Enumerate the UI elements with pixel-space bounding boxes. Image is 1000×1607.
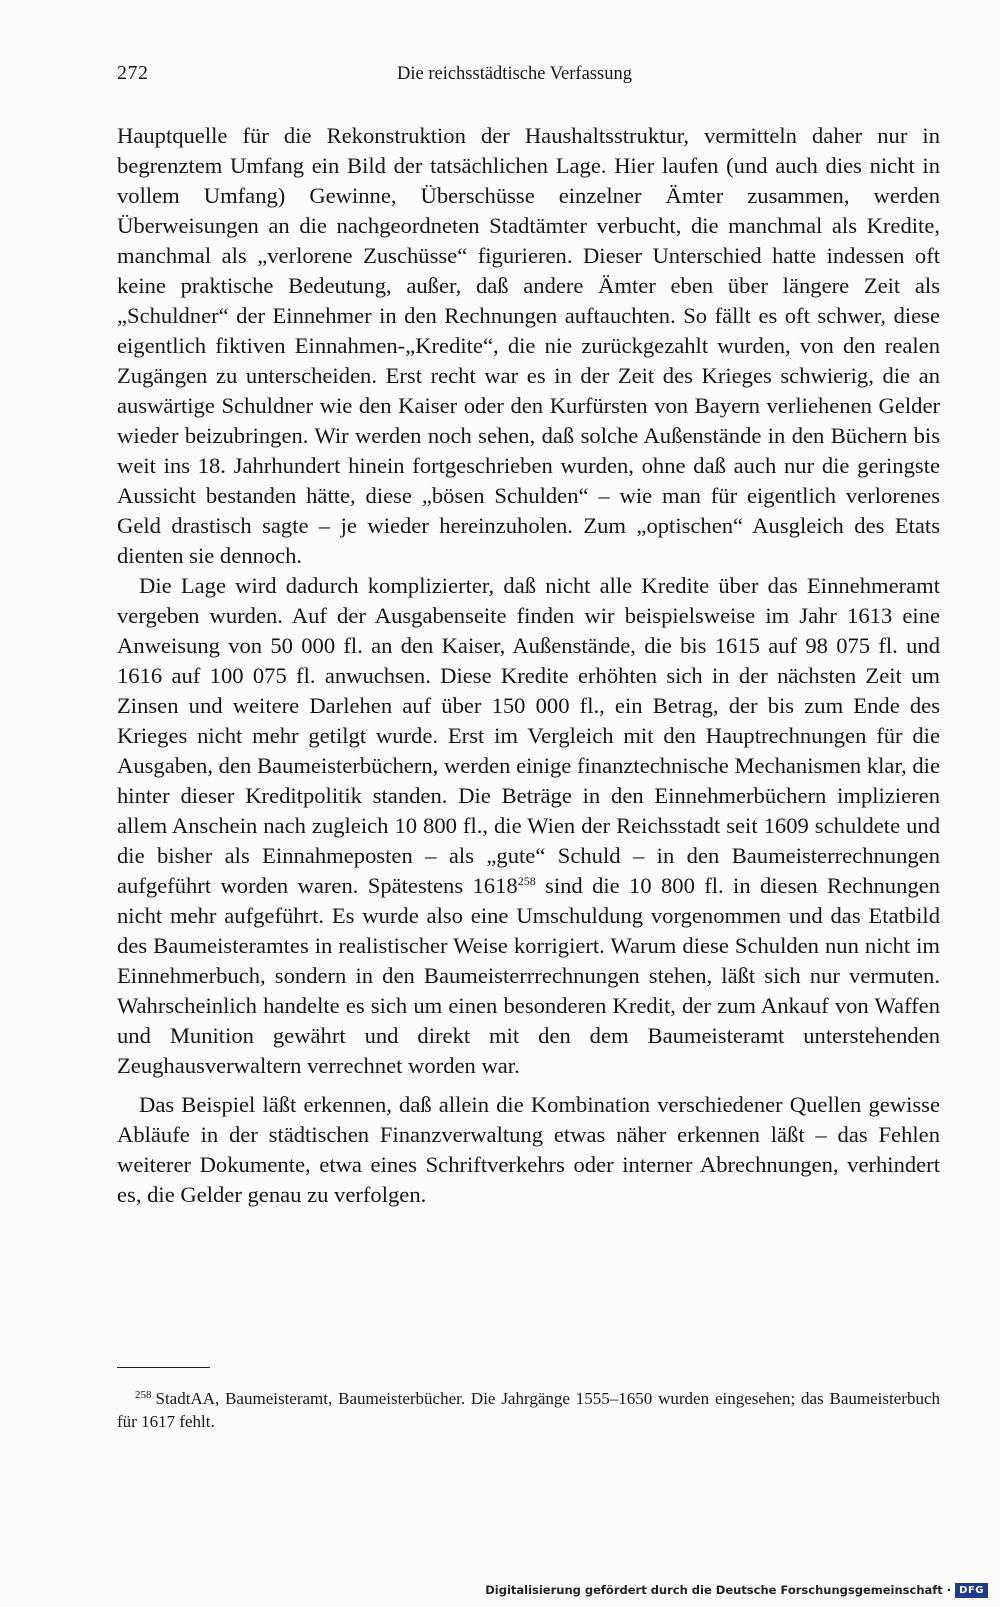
digitization-banner xyxy=(485,1579,988,1601)
paragraph-3: Das Beispiel läßt erkennen, daß allein die Kombination verschiedener Quellen gewisse Abläufe in der städtischen Finanzverwaltung etwas näher erkennen läßt – das Fehlen weiterer Dokumente, etwa eines Schriftverkehrs oder interner Abrechnungen, verhindert es, die Gelder genau zu verfolgen. xyxy=(117,1092,940,1207)
paragraph-1: Hauptquelle für die Rekonstruktion der Haushaltsstruktur, vermitteln daher nur in begrenztem Umfang ein Bild der tatsächlichen Lage. Hier laufen (und auch dies nicht in vollem Umfang) Gewinne, Überschüsse einzelner Ämter zusammen, werden Überweisungen an die nachgeordneten Stadtämter verbucht, die manchmal als Kredite, manchmal als „verlorene Zuschüsse“ figurieren. Dieser Unterschied hatte indessen oft keine praktische Bedeutung, außer, daß andere Ämter eben über längere Zeit als „Schuldner“ der Einnehmer in den Rechnungen auftauchten. So fällt es oft schwer, diese eigentlich fiktiven Einnahmen-„Kredite“, die nie zurückgezahlt wurden, von den realen Zugängen zu unterscheiden. Erst recht war es in der Zeit des Krieges schwierig, die an auswärtige Schuldner wie den Kaiser oder den Kurfürsten von Bayern verliehenen Gelder wieder beizubringen. Wir werden noch sehen, daß solche Außenstände in den Büchern bis weit ins 18. Jahrhundert hinein fortgeschrieben wurden, ohne daß auch nur die geringste Aussicht bestanden hätte, diese „bösen Schulden“ – wie man für eigentlich verlorenes Geld drastisch sagte – je wieder hereinzuholen. Zum „optischen“ Ausgleich des Etats dienten sie dennoch. xyxy=(117,123,940,568)
banner-text: Digitalisierung gefördert durch die Deutsche Forschungsgemeinschaft · xyxy=(485,1583,952,1597)
footnote-reference[interactable]: 258 xyxy=(517,874,536,888)
paragraph-2-part-2: sind die 10 800 fl. in diesen Rechnungen nicht mehr aufgeführt. Es wurde also eine Umschuldung vorgenommen und das Etatbild des Baumeisteramtes in realistischer Weise korrigiert. Warum diese Schulden nun nicht im Einnehmerbuch, sondern in den Baumeisterrrechnungen stehen, läßt sich nur vermuten. Wahrscheinlich handelte es sich um einen besonderen Kredit, der zum Ankauf von Waffen und Munition gewährt und direkt mit den dem Baumeisteramt unterstehenden Zeughausverwaltern verrechnet worden war. xyxy=(117,873,940,1078)
page-number: 272 xyxy=(117,62,149,84)
running-title: Die reichsstädtische Verfassung xyxy=(397,64,632,84)
body-text xyxy=(117,121,940,1210)
footnote-text: StadtAA, Baumeisteramt, Baumeisterbücher. Die Jahrgänge 1555–1650 wurden eingesehen; das Baumeisterbuch für 1617 fehlt. xyxy=(117,1389,940,1431)
dfg-logo: DFG xyxy=(955,1583,988,1598)
paragraph-2-part-1: Die Lage wird dadurch komplizierter, daß nicht alle Kredite über das Einnehmeramt vergeben wurden. Auf der Ausgabenseite finden wir beispielsweise im Jahr 1613 eine Anweisung von 50 000 fl. an den Kaiser, Außenstände, die bis 1615 auf 98 075 fl. und 1616 auf 100 075 fl. anwuchsen. Diese Kredite erhöhten sich in der nächsten Zeit um Zinsen und weitere Darlehen auf über 150 000 fl., ein Betrag, der bis zum Ende des Krieges nicht mehr getilgt wurde. Erst im Vergleich mit den Hauptrechnungen für die Ausgaben, den Baumeisterbüchern, werden einige finanztechnische Mechanismen klar, die hinter dieser Kreditpolitik standen. Die Beträge in den Einnehmerbüchern implizieren allem Anschein nach zugleich 10 800 fl., die Wien der Reichsstadt seit 1609 schuldete und die bisher als Einnahmeposten – als „gute“ Schuld – in den Baumeisterrechnungen aufgeführt worden waren. Spätestens 1618 xyxy=(117,573,940,898)
footnote xyxy=(117,1384,940,1433)
paragraph-2 xyxy=(117,571,940,1081)
footnote-number: 258 xyxy=(135,1389,152,1401)
footnote-divider xyxy=(117,1367,210,1368)
running-head xyxy=(117,62,940,92)
